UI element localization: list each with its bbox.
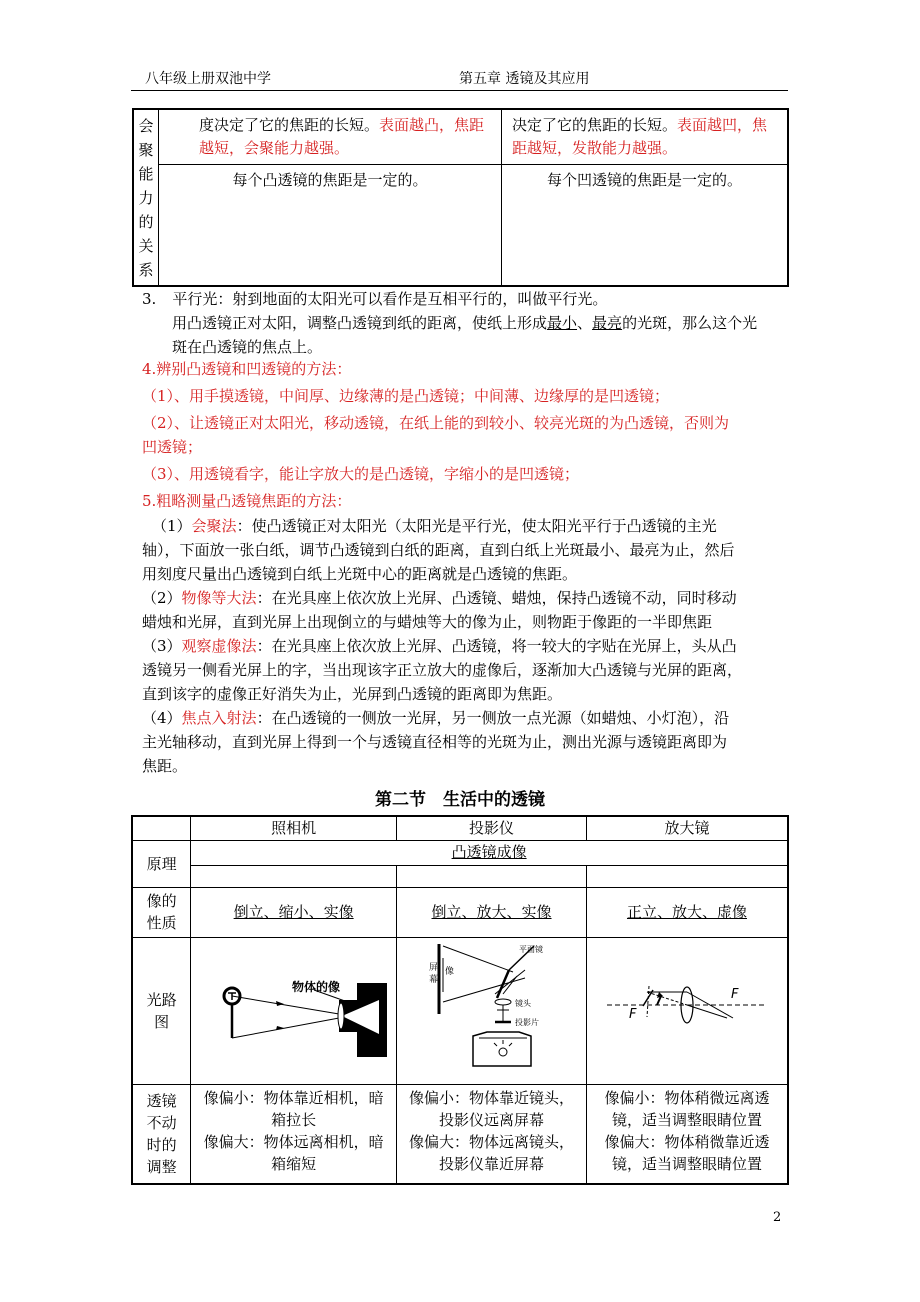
- principle-value: 凸透镜成像: [451, 842, 527, 861]
- projector-ray-diagram: [399, 938, 584, 1078]
- s5-m3-a: ：在光具座上依次放上光屏、凸透镜，将一较大的字贴在光屏上，头从凸: [256, 637, 737, 655]
- row-label-char: 聚: [138, 141, 154, 159]
- label-focus-left: F: [629, 1006, 637, 1022]
- adjust-label-3: 时的: [146, 1135, 177, 1154]
- diagram-label: [132, 937, 191, 1084]
- s5-m3-name: 观察虚像法: [181, 637, 257, 655]
- label-mirror: 平面镜: [519, 944, 544, 954]
- s5-m1-num: （1）: [152, 517, 192, 535]
- s3-line1: 平行光：射到地面的太阳光可以看作是互相平行的，叫做平行光。: [172, 290, 608, 308]
- s5-m3-num: （3）: [142, 637, 182, 655]
- s5-m2-num: （2）: [142, 589, 182, 607]
- adjust-projector-3: 像偏大：物体远离镜头，: [409, 1132, 575, 1151]
- label-focus-right: F: [731, 986, 739, 1002]
- adjust-magnifier-2: 镜，适当调整眼睛位置: [611, 1110, 762, 1129]
- concave-focal-red: 表面越凹，焦距越短，发散能力越强。: [512, 116, 768, 157]
- row-label-char: 会: [138, 117, 154, 135]
- label-screen-1: 屏: [429, 962, 439, 973]
- section-2-title: 第二节 生活中的透镜: [375, 790, 545, 810]
- s3-sep: 、: [577, 314, 593, 332]
- col-camera: 照相机: [191, 816, 397, 840]
- s5-m2-name: 物像等大法: [181, 589, 257, 607]
- diagram-label-2: 图: [154, 1012, 170, 1031]
- adjust-label-1: 透镜: [146, 1091, 177, 1110]
- label-screen-2: 幕: [429, 974, 439, 985]
- row-label-char: 系: [138, 261, 154, 279]
- s5-m4-b: 主光轴移动，直到光屏上得到一个与透镜直径相等的光斑为止，测出光源与透镜距离即为: [142, 733, 728, 751]
- nature-label-1: 像的: [146, 892, 177, 910]
- projector-diagram-cell: [397, 937, 587, 1084]
- label-lens: 镜头: [515, 998, 532, 1008]
- principle-value-cell: [191, 840, 788, 865]
- principle-projector-empty: [397, 865, 587, 887]
- concave-focal-text: 决定了它的焦距的长短。: [512, 116, 678, 134]
- row-label-char: 能: [138, 165, 154, 183]
- adjust-label-4: 调整: [146, 1157, 177, 1176]
- s3-line3: 斑在凸透镜的焦点上。: [172, 338, 323, 356]
- col-projector: 投影仪: [397, 816, 587, 840]
- camera-ray-diagram: [194, 938, 394, 1078]
- s5-m2-a: ：在光具座上依次放上光屏、凸透镜、蜡烛，保持凸透镜不动，同时移动: [256, 589, 737, 607]
- light-bulb: [499, 1048, 507, 1056]
- s5-m4-name: 焦点入射法: [181, 709, 257, 727]
- nature-projector: 倒立、放大、实像: [431, 903, 552, 921]
- label-image: 像: [445, 966, 455, 977]
- row-label-char: 的: [138, 213, 154, 231]
- s5-m3-c: 直到该字的虚像正好消失为止，光屏到凸透镜的距离即为焦距。: [142, 685, 563, 703]
- adjust-magnifier-1: 像偏小：物体稍微远离透: [604, 1088, 770, 1107]
- convex-focal-text: 度决定了它的焦距的长短。: [199, 116, 380, 134]
- s5-m1-name: 会聚法: [191, 517, 237, 535]
- principle-camera-empty: [191, 865, 397, 887]
- s5-m1-c: 用刻度尺量出凸透镜到白纸上光斑中心的距离就是凸透镜的焦距。: [142, 565, 578, 583]
- page-number: 2: [773, 1210, 782, 1225]
- s3-number: 3.: [142, 290, 157, 308]
- s4-method1: （1）、用手摸透镜，中间厚、边缘薄的是凸透镜；中间薄、边缘厚的是凹透镜；: [142, 387, 670, 405]
- adjust-magnifier-4: 镜，适当调整眼睛位置: [611, 1154, 762, 1173]
- lens-comparison-table: [132, 108, 789, 287]
- header-left: 八年级上册双池中学: [145, 71, 271, 87]
- row-label-char: 力: [138, 189, 154, 207]
- adjust-camera: [191, 1084, 397, 1184]
- nature-projector-cell: [397, 887, 587, 937]
- lens-applications-table: [131, 815, 789, 1185]
- nature-camera-cell: [191, 887, 397, 937]
- adjust-camera-2: 箱拉长: [271, 1110, 317, 1129]
- s5-m1-a: ：使凸透镜正对太阳光（太阳光是平行光，使太阳光平行于凸透镜的主光: [236, 517, 717, 535]
- s5-m2-b: 蜡烛和光屏，直到光屏上出现倒立的与蜡烛等大的像为止，则物距于像距的一半即焦距: [142, 613, 713, 631]
- adjust-camera-3: 像偏大：物体远离相机，暗: [203, 1132, 384, 1151]
- convex-focal-red: 表面越凸，焦距越短，会聚能力越强。: [199, 116, 485, 157]
- adjust-magnifier-3: 像偏大：物体稍微靠近透: [604, 1132, 770, 1151]
- s5-m1-b: 轴），下面放一张白纸，调节凸透镜到白纸的距离，直到白纸上光斑最小、最亮为止，然后: [142, 541, 735, 559]
- diagram-label-1: 光路: [146, 990, 177, 1009]
- nature-label-2: 性质: [146, 914, 177, 932]
- s4-title: 4.辨别凸透镜和凹透镜的方法：: [142, 360, 352, 378]
- s5-m4-num: （4）: [142, 709, 182, 727]
- s5-m4-a: ：在凸透镜的一侧放一光屏，另一侧放一点光源（如蜡烛、小灯泡），沿: [256, 709, 730, 727]
- section-3: [142, 287, 782, 359]
- adjust-projector: [397, 1084, 587, 1184]
- principle-label: 原理: [132, 840, 191, 887]
- adjust-camera-1: 像偏小：物体靠近相机，暗: [203, 1088, 384, 1107]
- section-4: [142, 357, 782, 513]
- s4-method2b: 凹透镜；: [142, 438, 203, 456]
- nature-magnifier-cell: [587, 887, 789, 937]
- projector-box: [473, 1032, 531, 1066]
- corner-cell: [132, 816, 191, 840]
- concave-fixed-focal: 每个凹透镜的焦距是一定的。: [502, 165, 789, 287]
- header-center: 第五章 透镜及其应用: [459, 71, 590, 87]
- principle-magnifier-empty: [587, 865, 789, 887]
- convex-focal-cell: [159, 109, 502, 165]
- camera-diagram-cell: [191, 937, 397, 1084]
- s3-underline-brightest: 最亮: [592, 314, 623, 332]
- section-5: [142, 514, 782, 778]
- label-slide: 投影片: [515, 1017, 540, 1027]
- s3-underline-smallest: 最小: [547, 314, 578, 332]
- s5-m3-b: 透镜另一侧看光屏上的字，当出现该字正立放大的虚像后，逐渐加大凸透镜与光屏的距离，: [142, 661, 743, 679]
- s5-title: 5.粗略测量凸透镜焦距的方法：: [142, 492, 352, 510]
- magnifier-diagram-cell: [587, 937, 789, 1084]
- nature-camera: 倒立、缩小、实像: [233, 903, 354, 921]
- s3-line2a: 用凸透镜正对太阳，调整凸透镜到纸的距离，使纸上形成: [172, 314, 548, 332]
- adjust-projector-2: 投影仪远离屏幕: [439, 1110, 545, 1129]
- nature-label: [132, 887, 191, 937]
- s4-method2a: （2）、让透镜正对太阳光，移动透镜，在纸上能的到较小、较亮光斑的为凸透镜，否则为: [142, 414, 730, 432]
- s3-line2c: 的光斑，那么这个光: [622, 314, 758, 332]
- adjust-camera-4: 箱缩短: [271, 1154, 317, 1173]
- row-label-convergence: [133, 109, 159, 286]
- concave-focal-cell: [502, 109, 789, 165]
- col-magnifier: 放大镜: [587, 816, 789, 840]
- row-label-char: 关: [138, 237, 154, 255]
- s5-m4-c: 焦距。: [142, 757, 188, 775]
- adjust-magnifier: [587, 1084, 789, 1184]
- adjust-label-2: 不动: [146, 1113, 177, 1132]
- s4-method3: （3）、用透镜看字，能让字放大的是凸透镜，字缩小的是凹透镜；: [142, 465, 580, 483]
- lens: [495, 999, 511, 1005]
- adjust-label: [132, 1084, 191, 1184]
- row-label-text: [134, 114, 158, 282]
- convex-fixed-focal: 每个凸透镜的焦距是一定的。: [159, 165, 502, 287]
- nature-magnifier: 正立、放大、虚像: [626, 903, 747, 921]
- adjust-projector-1: 像偏小：物体靠近镜头，: [409, 1088, 575, 1107]
- adjust-projector-4: 投影仪靠近屏幕: [439, 1154, 545, 1173]
- page-header: [131, 62, 788, 91]
- magnifier-ray-diagram: [587, 938, 787, 1078]
- camera-image-caption: 物体的像: [291, 979, 340, 994]
